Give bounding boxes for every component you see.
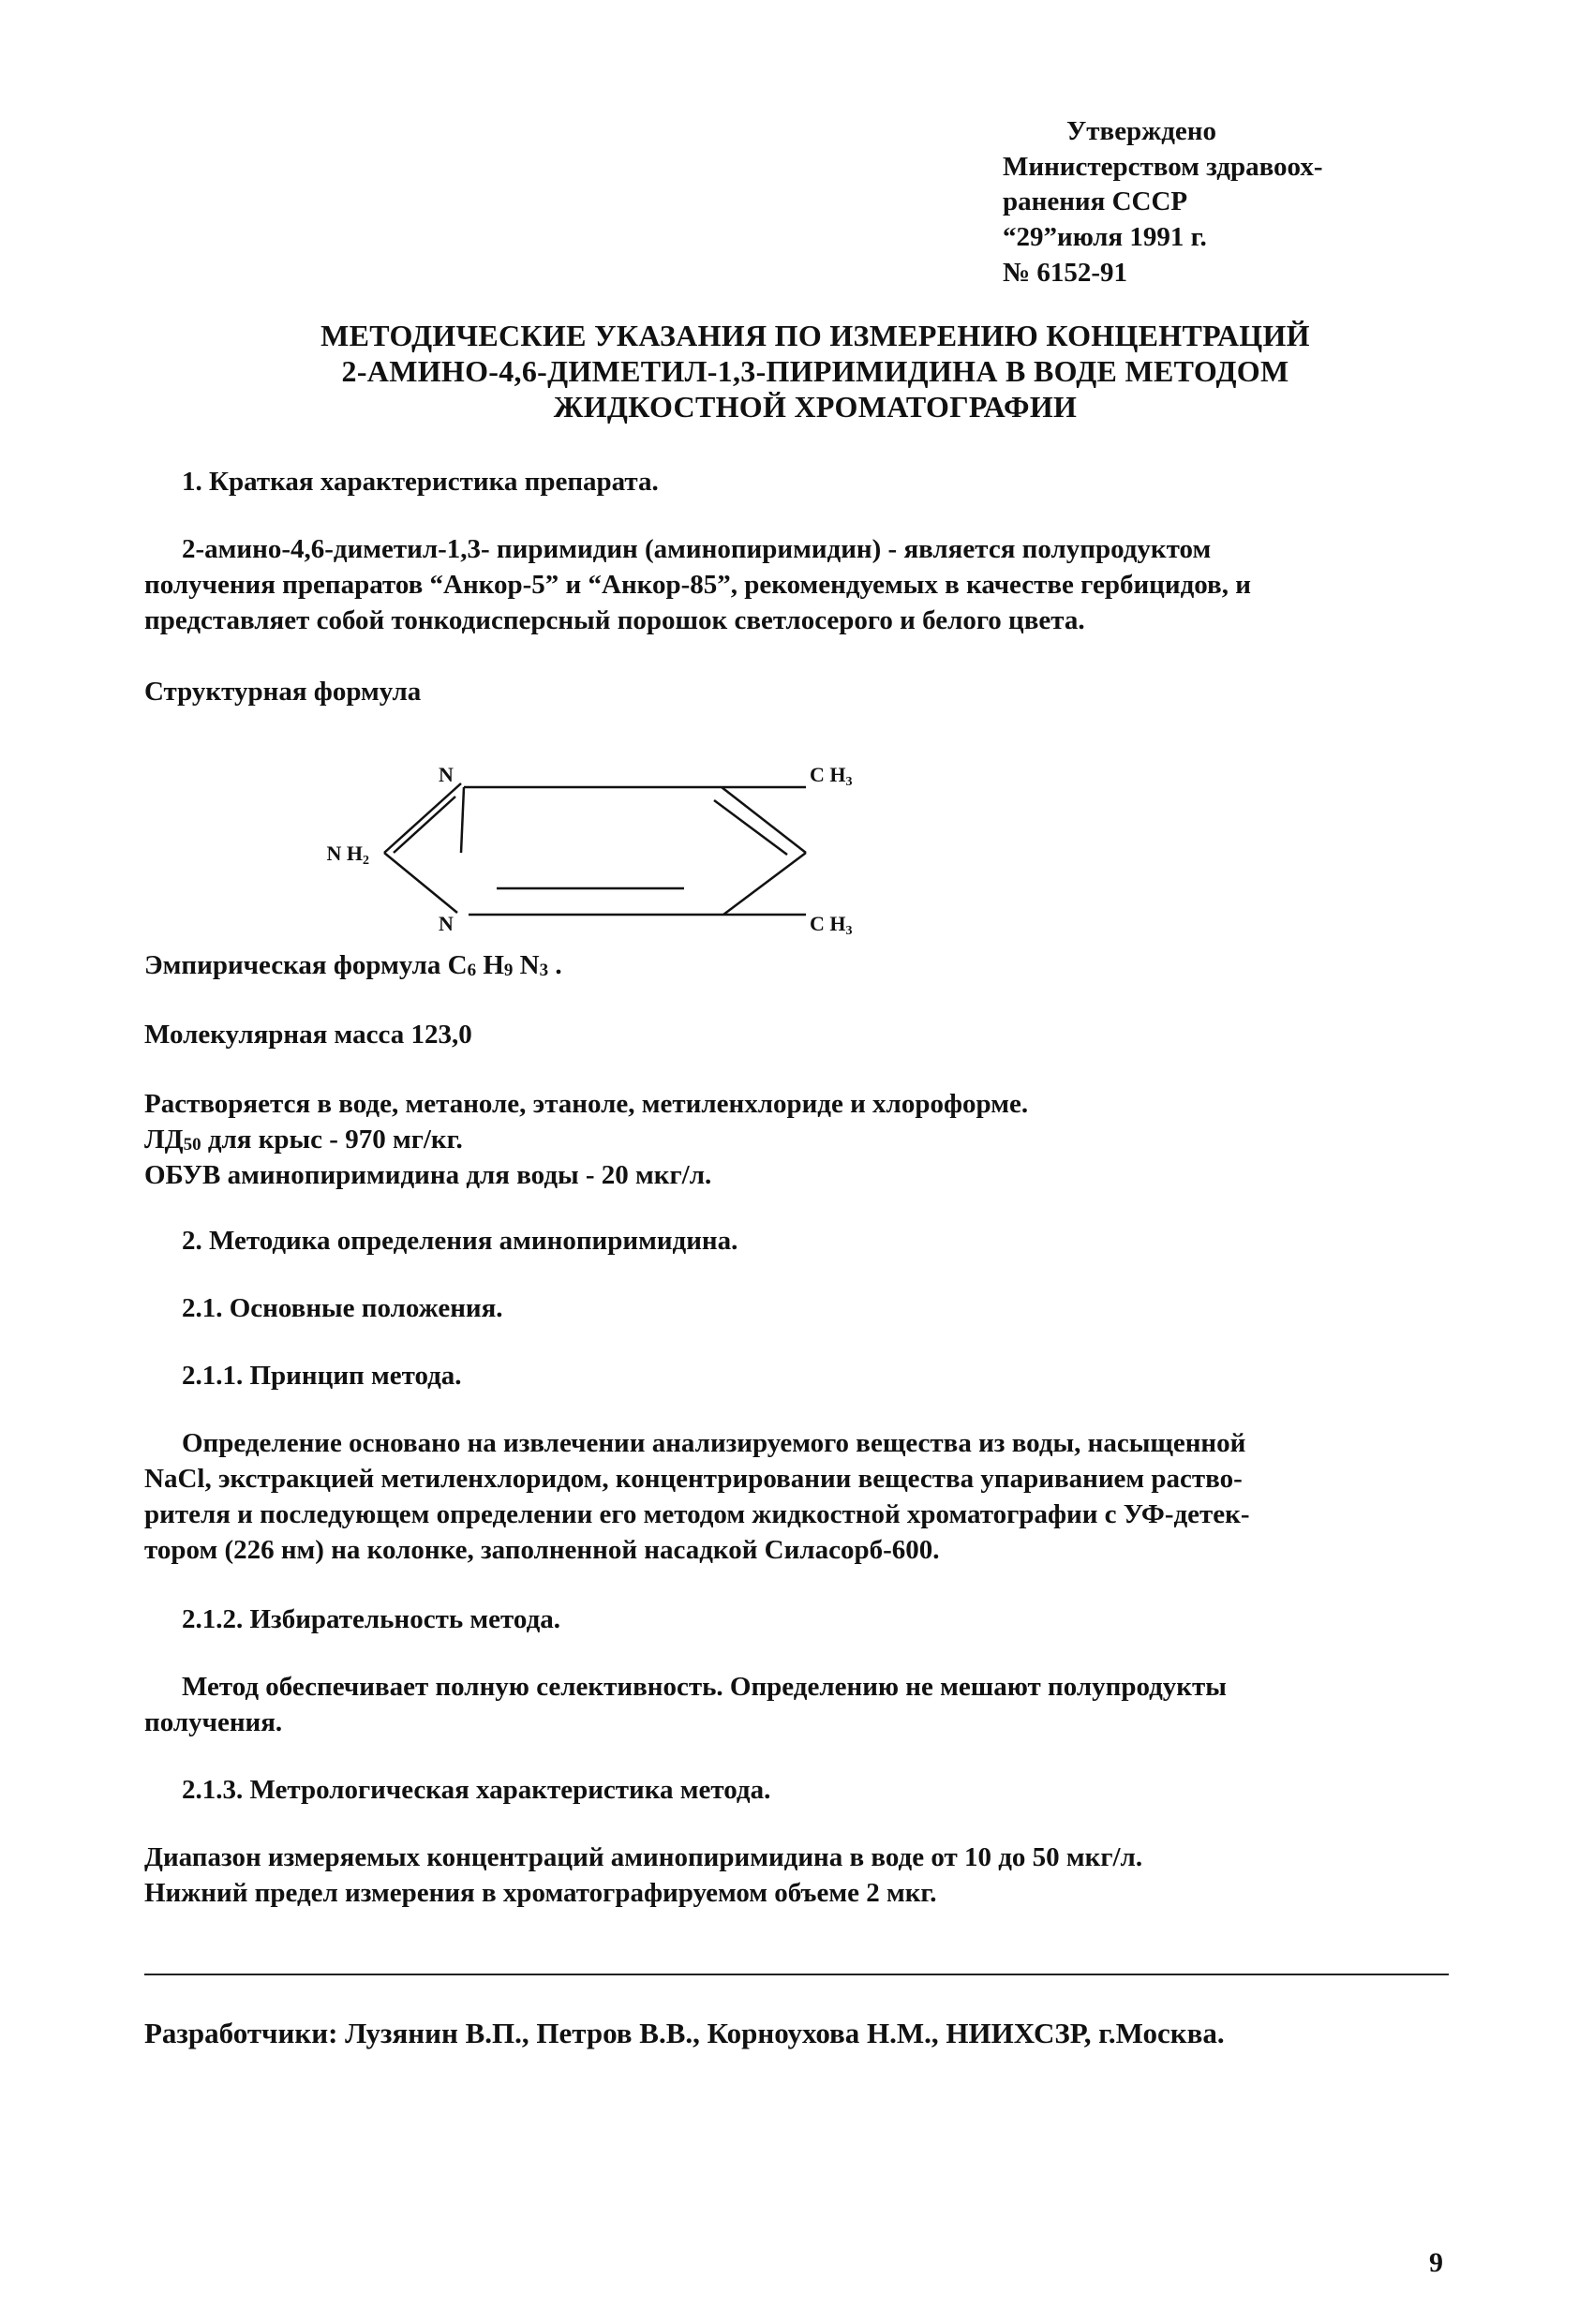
group-nh2: N H2 bbox=[326, 842, 369, 868]
title-line: МЕТОДИЧЕСКИЕ УКАЗАНИЯ ПО ИЗМЕРЕНИЮ КОНЦЕНТРАЦИЙ bbox=[320, 319, 1310, 352]
section-heading: 2.1.2. Избирательность метода. bbox=[182, 1604, 561, 1634]
section-heading: 2.1. Основные положения. bbox=[182, 1293, 503, 1323]
paragraph-line: представляет собой тонкодисперсный порошок светлосерого и белого цвета. bbox=[144, 605, 1085, 635]
footnote-divider bbox=[144, 1974, 1449, 1975]
group-ch3-top: C H3 bbox=[810, 763, 853, 789]
empirical-formula: Эмпирическая формула $C_6$ $H_9$ $N_3$ . bbox=[144, 950, 562, 980]
atom-n-top: N bbox=[439, 763, 454, 786]
page-number: 9 bbox=[1429, 2247, 1443, 2278]
paragraph-line: получения препаратов “Анкор-5” и “Анкор-85”, рекомендуемых в качестве гербицидов, и bbox=[144, 570, 1251, 600]
paragraph-line: Нижний предел измерения в хроматографируемом объеме 2 мкг. bbox=[144, 1878, 937, 1908]
structural-formula-label: Структурная формула bbox=[144, 677, 422, 707]
paragraph-line: рителя и последующем определении его методом жидкостной хроматографии с УФ-детек- bbox=[144, 1499, 1250, 1529]
obuv-text: ОБУВ аминопиримидина для воды - 20 мкг/л. bbox=[144, 1160, 712, 1190]
approval-line: Утверждено bbox=[1066, 116, 1216, 146]
atom-n-bottom: N bbox=[439, 912, 454, 935]
approval-number: № 6152-91 bbox=[1003, 257, 1128, 288]
bond-right-lower bbox=[723, 853, 806, 915]
bond-left-upper bbox=[461, 787, 464, 853]
paragraph-line: Метод обеспечивает полную селективность. Определению не мешают полупродукты bbox=[182, 1672, 1227, 1702]
section-heading: 2. Методика определения аминопиримидина. bbox=[182, 1226, 738, 1256]
document-title bbox=[187, 319, 1443, 425]
paragraph-line: Определение основано на извлечении анализируемого вещества из воды, насыщенной bbox=[182, 1428, 1246, 1458]
molecular-mass: Молекулярная масса 123,0 bbox=[144, 1020, 472, 1050]
approval-line: Министерством здравоох- bbox=[1003, 151, 1323, 182]
bond-right-upper bbox=[722, 787, 806, 853]
approval-line: ранения СССР bbox=[1003, 186, 1188, 217]
paragraph-line: 2-амино-4,6-диметил-1,3- пиримидин (аминопиримидин) - является полупродуктом bbox=[182, 534, 1212, 564]
title-line: ЖИДКОСТНОЙ ХРОМАТОГРАФИИ bbox=[553, 389, 1078, 424]
section-heading: 1. Краткая характеристика препарата. bbox=[182, 467, 659, 497]
bond-n-double-outer bbox=[394, 797, 455, 853]
paragraph-line: NaCl, экстракцией метиленхлоридом, концентрировании вещества упариванием раство- bbox=[144, 1464, 1243, 1494]
paragraph-line: Диапазон измеряемых концентраций аминопиримидина в воде от 10 до 50 мкг/л. bbox=[144, 1842, 1143, 1872]
title-line: 2-АМИНО-4,6-ДИМЕТИЛ-1,3-ПИРИМИДИНА В ВОДЕ МЕТОДОМ bbox=[341, 353, 1289, 388]
paragraph-line: получения. bbox=[144, 1707, 283, 1737]
structural-formula-diagram bbox=[326, 750, 918, 938]
developers-note: Разработчики: Лузянин В.П., Петров В.В., Корноухова Н.М., НИИХСЗР, г.Москва. bbox=[144, 2017, 1225, 2049]
ld50-text: $ЛД_{50}$ для крыс - 970 мг/кг. bbox=[144, 1125, 463, 1155]
bond-n-nh2-lower bbox=[384, 853, 457, 913]
bond-n-nh2-upper bbox=[384, 783, 461, 853]
approval-block bbox=[1003, 114, 1396, 290]
solubility-text: Растворяется в воде, метаноле, этаноле, метиленхлориде и хлороформе. bbox=[144, 1089, 1029, 1119]
paragraph-line: тором (226 нм) на колонке, заполненной насадкой Силасорб-600. bbox=[144, 1535, 940, 1565]
section-heading: 2.1.3. Метрологическая характеристика метода. bbox=[182, 1775, 771, 1805]
approval-line: “29”июля 1991 г. bbox=[1003, 222, 1207, 253]
group-ch3-bottom: C H3 bbox=[810, 912, 853, 938]
section-heading: 2.1.1. Принцип метода. bbox=[182, 1361, 462, 1391]
